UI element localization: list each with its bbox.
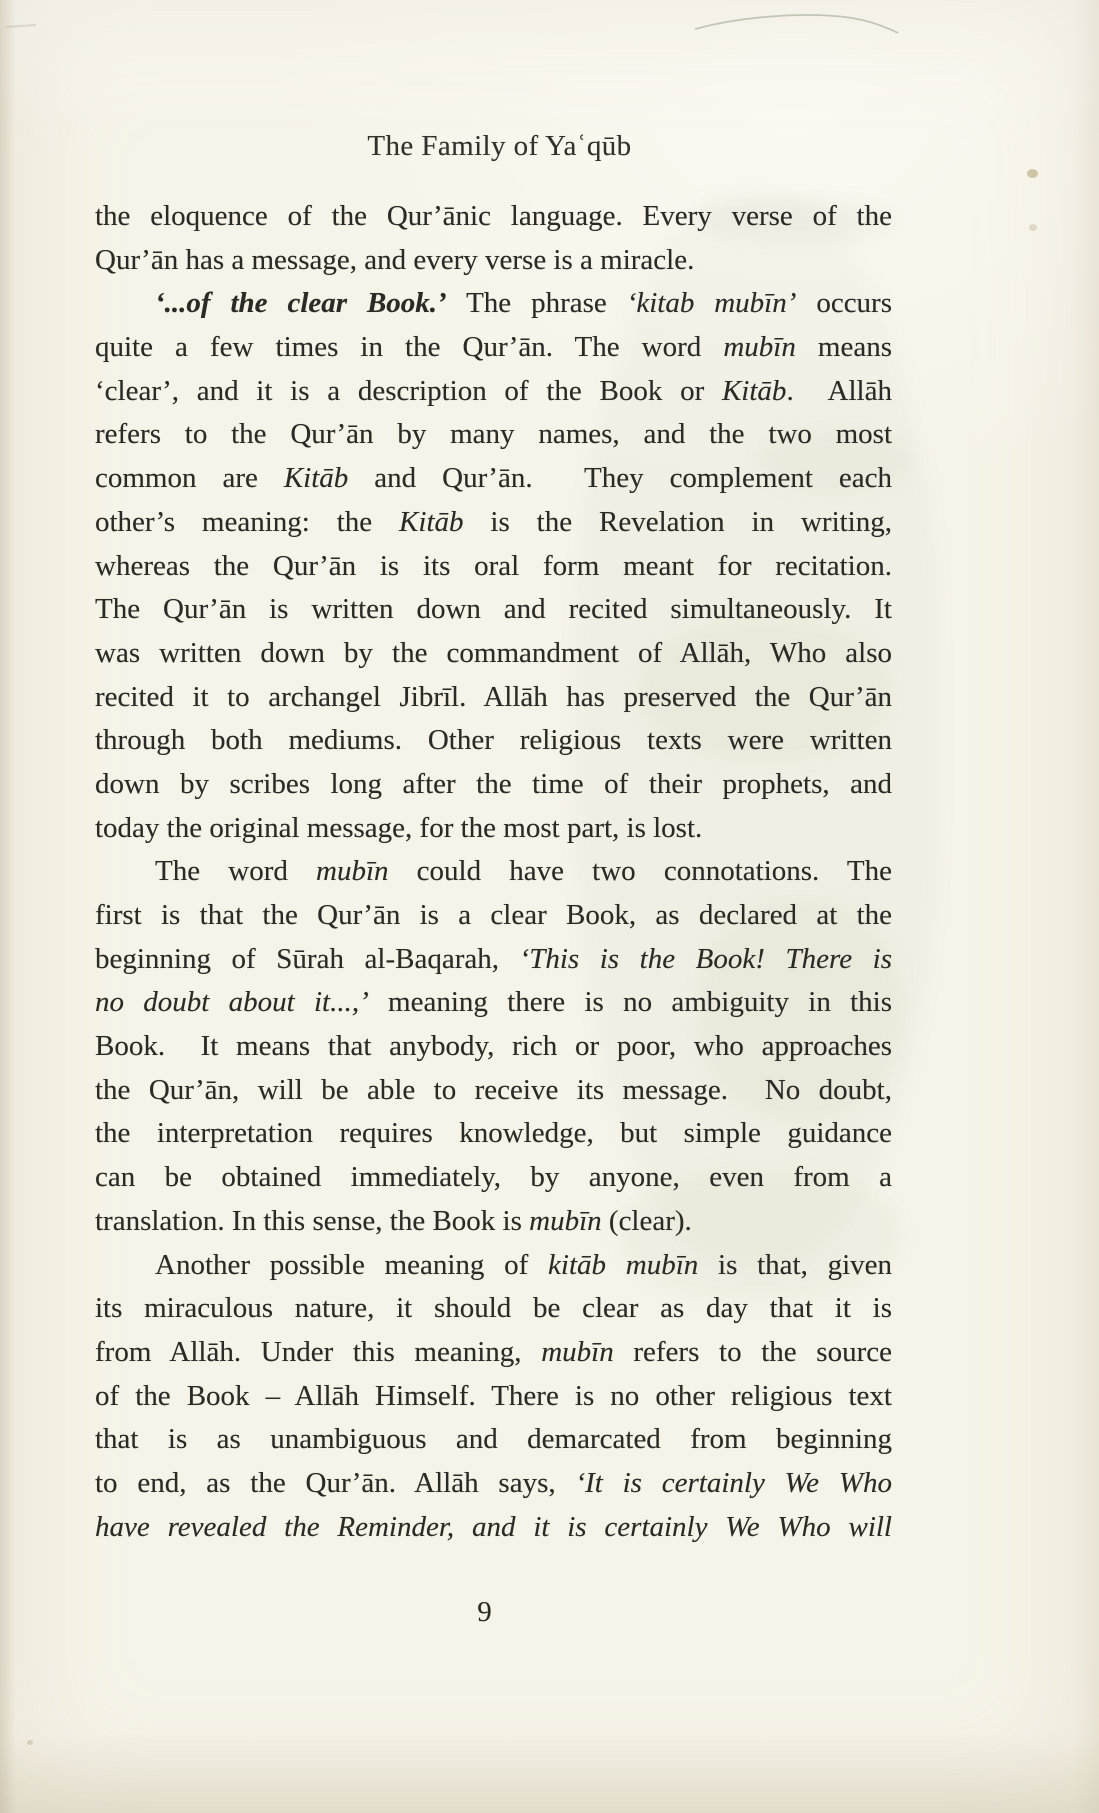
text-line xyxy=(95,457,892,501)
text-line xyxy=(95,1418,892,1462)
text-segment: meaning there is no ambiguity in this xyxy=(368,986,892,1019)
text-segment: mubīn xyxy=(541,1335,614,1368)
text-segment: from Allāh. Under this meaning, xyxy=(95,1335,542,1368)
text-segment: common are xyxy=(95,462,284,495)
scan-artifact-dash xyxy=(6,24,36,28)
text-segment: ‘This is the Book! There is xyxy=(519,942,892,975)
text-line xyxy=(95,545,892,589)
text-line xyxy=(95,501,892,545)
text-segment: . Allāh xyxy=(786,374,892,407)
text-segment: its miraculous nature, it should be clear as day that it is xyxy=(95,1292,892,1325)
text-line xyxy=(95,763,892,807)
text-line xyxy=(95,807,892,851)
text-line xyxy=(95,981,892,1025)
text-line xyxy=(95,239,892,283)
text-segment: through both mediums. Other religious texts were written xyxy=(95,724,892,757)
text-segment: recited it to archangel Jibrīl. Allāh has preserved the Qur’ān xyxy=(95,680,892,713)
scan-speck xyxy=(1027,169,1038,178)
text-segment: mubīn xyxy=(316,855,389,888)
text-segment: no doubt about it...,’ xyxy=(95,986,369,1019)
text-segment: down by scribes long after the time of their prophets, and xyxy=(95,767,892,800)
text-line xyxy=(95,1331,892,1375)
text-segment: Book. It means that anybody, rich or poor, who approaches xyxy=(95,1030,892,1063)
text-line xyxy=(95,1506,892,1550)
text-line xyxy=(95,1375,892,1419)
text-segment: ‘clear’, and it is a description of the Book or xyxy=(95,374,722,407)
text-segment: first is that the Qur’ān is a clear Book, as declared at the xyxy=(95,899,892,931)
text-line xyxy=(95,282,892,326)
text-line xyxy=(95,413,892,457)
text-segment: ‘kitab mubīn’ xyxy=(626,287,797,320)
text-segment: mubīn xyxy=(723,331,796,364)
text-segment: refers to the Qur’ān by many names, and the two most xyxy=(95,418,892,451)
text-segment: Another possible meaning of xyxy=(155,1248,549,1281)
text-line xyxy=(95,1156,892,1200)
text-line xyxy=(95,370,892,414)
text-line xyxy=(95,195,892,239)
text-segment: The word xyxy=(155,855,317,888)
text-line xyxy=(95,1244,892,1288)
text-line xyxy=(95,1200,892,1244)
text-segment: of the Book – Allāh Himself. There is no other religious text xyxy=(95,1379,892,1412)
scan-artifact-pencil-line xyxy=(692,8,902,38)
scan-speck xyxy=(27,1740,33,1745)
text-line xyxy=(95,588,892,632)
text-segment: could have two connotations. The xyxy=(388,855,892,888)
text-segment: and Qur’ān. They complement each xyxy=(348,462,892,495)
text-segment: to end, as the Qur’ān. Allāh says, xyxy=(95,1466,576,1499)
text-segment: mubīn xyxy=(529,1204,602,1237)
text-segment: kitāb mubīn xyxy=(548,1248,699,1281)
text-segment: the interpretation requires knowledge, but simple guidance xyxy=(95,1117,892,1150)
text-line xyxy=(95,1025,892,1069)
text-segment: occurs xyxy=(796,287,892,320)
text-segment: have revealed the Reminder, and it is certainly We Who will xyxy=(95,1510,892,1543)
text-segment: The phrase xyxy=(446,287,627,320)
text-segment: was written down by the commandment of Allāh, Who also xyxy=(95,636,892,669)
text-line xyxy=(95,676,892,720)
text-segment: ‘It is certainly We Who xyxy=(575,1466,892,1499)
text-line xyxy=(95,326,892,370)
text-segment: the Qur’ān, will be able to receive its message. No doubt, xyxy=(95,1073,892,1106)
text-line xyxy=(95,1287,892,1331)
text-line xyxy=(95,1069,892,1113)
text-line xyxy=(95,719,892,763)
text-line xyxy=(95,938,892,982)
text-segment: that is as unambiguous and demarcated from beginning xyxy=(95,1423,892,1456)
text-segment: is the Revelation in writing, xyxy=(463,505,892,538)
text-segment: quite a few times in the Qur’ān. The word xyxy=(95,331,724,364)
text-segment: refers to the source xyxy=(613,1335,892,1368)
scan-speck xyxy=(1029,224,1037,231)
text-segment: whereas the Qur’ān is its oral form meant for recitation. xyxy=(95,549,892,582)
text-segment: ‘...of the clear Book.’ xyxy=(155,287,447,320)
text-segment: translation. In this sense, the Book is xyxy=(95,1204,530,1237)
text-line xyxy=(95,1112,892,1156)
text-segment: beginning of Sūrah al-Baqarah, xyxy=(95,942,520,975)
text-segment: today the original message, for the most part, is lost. xyxy=(95,811,703,844)
page-number: 9 xyxy=(477,1596,492,1628)
text-segment: Qur’ān has a message, and every verse is a miracle. xyxy=(95,243,695,276)
text-line xyxy=(95,850,892,894)
text-line xyxy=(95,894,892,938)
text-segment: The Qur’ān is written down and recited simultaneously. It xyxy=(95,593,892,626)
text-segment: Kitāb xyxy=(721,374,787,407)
text-segment: other’s meaning: the xyxy=(95,505,400,538)
text-segment: Kitāb xyxy=(283,462,349,495)
text-segment: Kitāb xyxy=(399,505,464,538)
text-line xyxy=(95,632,892,676)
running-header: The Family of Yaʿqūb xyxy=(367,130,632,162)
text-segment: (clear). xyxy=(601,1204,692,1237)
page-body-text xyxy=(95,195,892,1549)
text-segment: is that, given xyxy=(698,1248,892,1281)
text-segment: the eloquence of the Qur’ānic language. Every verse of the xyxy=(95,200,892,232)
text-segment: can be obtained immediately, by anyone, even from a xyxy=(95,1161,892,1194)
text-line xyxy=(95,1462,892,1506)
text-segment: means xyxy=(795,331,892,364)
